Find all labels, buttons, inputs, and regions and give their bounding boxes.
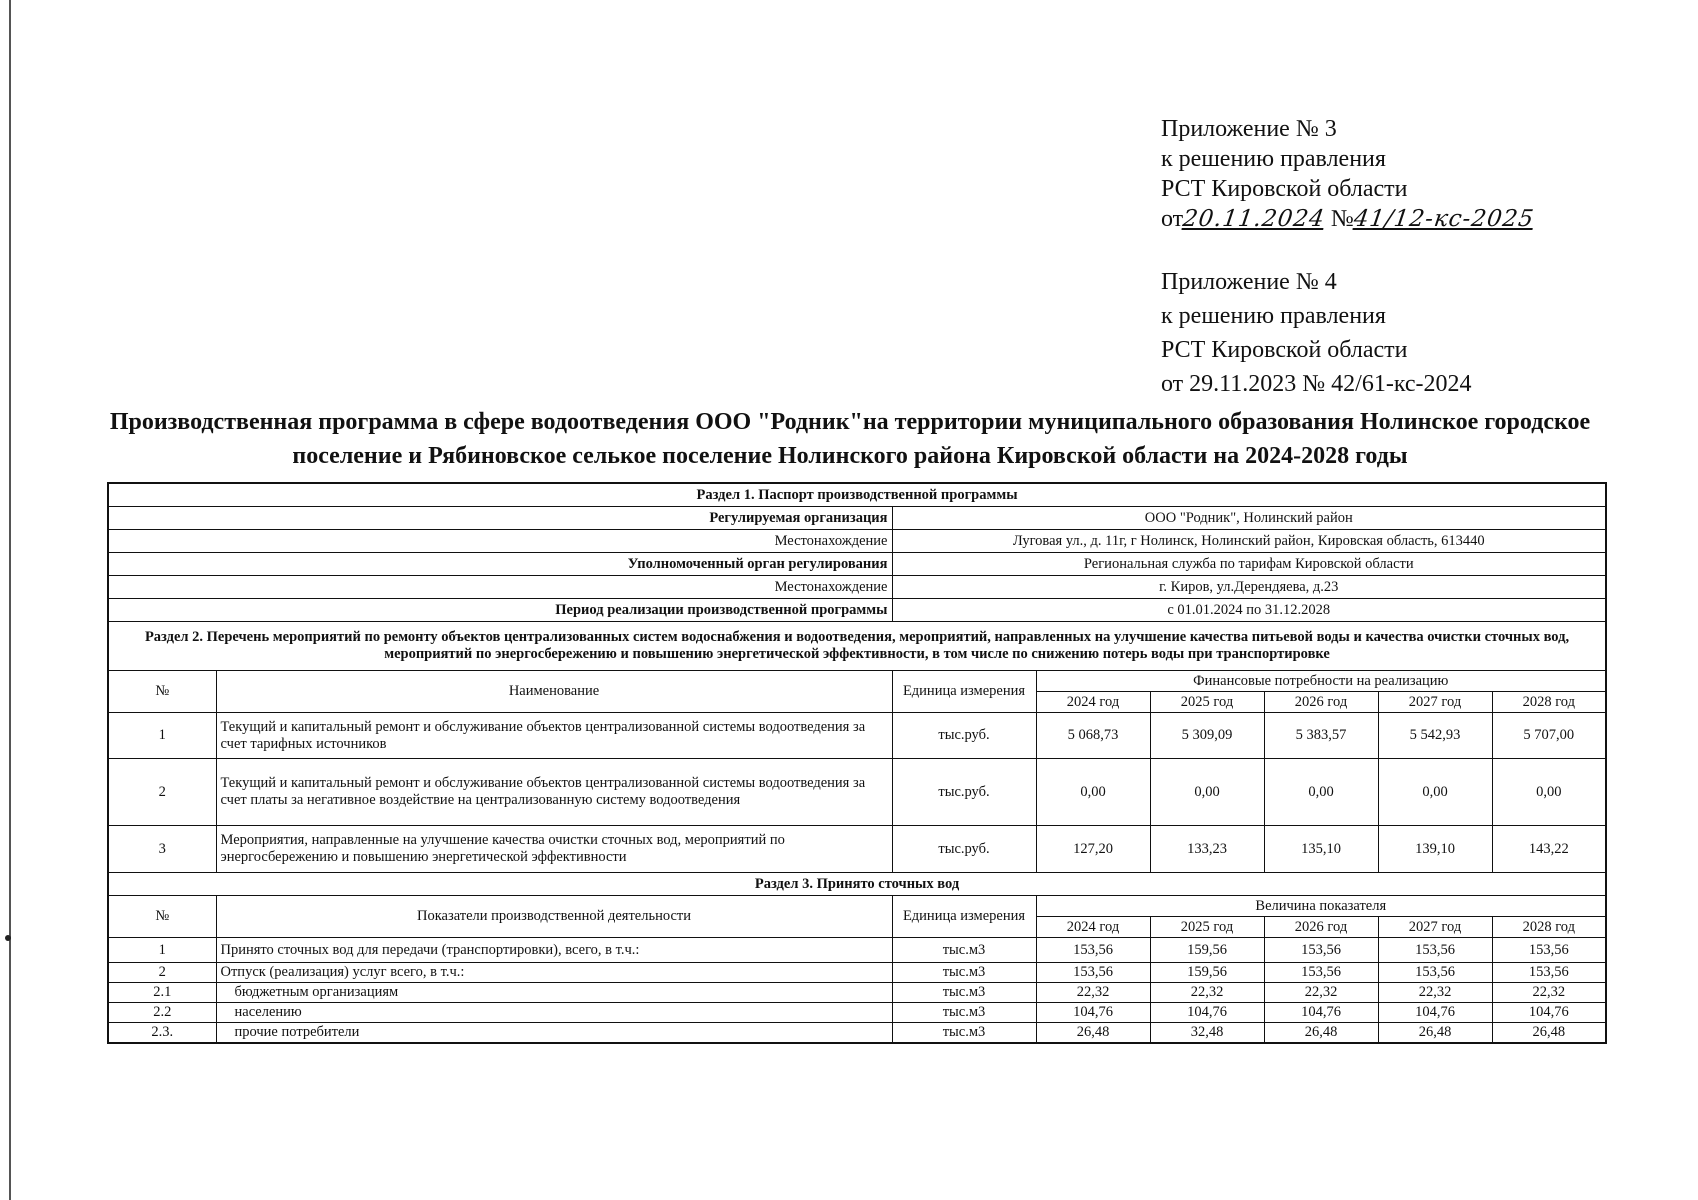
- row-name: Текущий и капитальный ремонт и обслуживание объектов централизованной системы водоотведения за счет тарифных источников: [216, 713, 892, 759]
- row-value: 104,76: [1378, 1003, 1492, 1023]
- row-name: Текущий и капитальный ремонт и обслуживание объектов централизованной системы водоотведения за счет платы за негативное воздействие на централизованную систему водоотведения: [216, 759, 892, 826]
- row-value: 0,00: [1378, 759, 1492, 826]
- row-number: 1: [108, 713, 216, 759]
- row-unit: тыс.м3: [892, 963, 1036, 983]
- year-header: 2026 год: [1264, 917, 1378, 938]
- section-3-heading-row: [108, 873, 1606, 896]
- row-value: 26,48: [1264, 1023, 1378, 1044]
- passport-value: Луговая ул., д. 11г, г Нолинск, Нолинский район, Кировская область, 613440: [892, 530, 1606, 553]
- row-value: 153,56: [1264, 963, 1378, 983]
- year-header: 2025 год: [1150, 917, 1264, 938]
- column-header-indicator: Показатели производственной деятельности: [216, 896, 892, 938]
- row-value: 104,76: [1150, 1003, 1264, 1023]
- year-header: 2024 год: [1036, 917, 1150, 938]
- row-value: 104,76: [1036, 1003, 1150, 1023]
- section-2-heading-row: [108, 622, 1606, 671]
- section-2-header-row: [108, 671, 1606, 692]
- row-number: 2: [108, 759, 216, 826]
- column-header-number: №: [108, 896, 216, 938]
- table-row: [108, 759, 1606, 826]
- passport-row: [108, 530, 1606, 553]
- row-unit: тыс.руб.: [892, 826, 1036, 873]
- year-header: 2028 год: [1492, 917, 1606, 938]
- section-1-heading: Раздел 1. Паспорт производственной программы: [108, 483, 1606, 507]
- table-row: [108, 713, 1606, 759]
- row-value: 153,56: [1036, 963, 1150, 983]
- row-unit: тыс.руб.: [892, 713, 1036, 759]
- passport-row: [108, 507, 1606, 530]
- row-value: 153,56: [1264, 938, 1378, 963]
- row-name: прочие потребители: [216, 1023, 892, 1044]
- appendix-3-handwritten-date: 20.11.2024: [1181, 206, 1327, 232]
- appendix-3-authority: РСТ Кировской области: [1161, 176, 1408, 202]
- row-unit: тыс.м3: [892, 1023, 1036, 1044]
- appendix-4-date-number: от 29.11.2023 № 42/61-кс-2024: [1161, 371, 1472, 397]
- year-header: 2026 год: [1264, 692, 1378, 713]
- row-value: 22,32: [1036, 983, 1150, 1003]
- row-value: 5 383,57: [1264, 713, 1378, 759]
- table-row: [108, 1003, 1606, 1023]
- appendix-3-header: [1161, 114, 1621, 234]
- appendix-3-title: Приложение № 3: [1161, 116, 1337, 142]
- row-value: 159,56: [1150, 963, 1264, 983]
- passport-row: [108, 599, 1606, 622]
- table-body: [108, 483, 1606, 1043]
- passport-label: Местонахождение: [108, 530, 892, 553]
- year-header: 2027 год: [1378, 917, 1492, 938]
- row-value: 153,56: [1492, 938, 1606, 963]
- appendix-3-date-line: [1161, 204, 1621, 234]
- document-title: Производственная программа в сфере водоотведения ООО "Родник"на территории муниципального образования Нолинское городское поселение и Рябиновское селькое поселение Нолинского района Кировской области на 2024-2028 годы: [109, 409, 1591, 469]
- row-value: 153,56: [1378, 938, 1492, 963]
- row-name: Принято сточных вод для передачи (транспортировки), всего, в т.ч.:: [216, 938, 892, 963]
- passport-row: [108, 576, 1606, 599]
- row-value: 135,10: [1264, 826, 1378, 873]
- year-header: 2025 год: [1150, 692, 1264, 713]
- passport-value: Региональная служба по тарифам Кировской области: [892, 553, 1606, 576]
- section-3-header-row: [108, 896, 1606, 917]
- row-value: 22,32: [1378, 983, 1492, 1003]
- table-row: [108, 983, 1606, 1003]
- row-number: 1: [108, 938, 216, 963]
- row-value: 26,48: [1378, 1023, 1492, 1044]
- appendix-3-date-prefix: от: [1161, 206, 1184, 232]
- appendix-4-decision: к решению правления: [1161, 303, 1386, 329]
- row-value: 5 707,00: [1492, 713, 1606, 759]
- row-value: 127,20: [1036, 826, 1150, 873]
- row-name: Отпуск (реализация) услуг всего, в т.ч.:: [216, 963, 892, 983]
- row-value: 5 542,93: [1378, 713, 1492, 759]
- row-number: 2.2: [108, 1003, 216, 1023]
- passport-value: с 01.01.2024 по 31.12.2028: [892, 599, 1606, 622]
- appendix-4-title: Приложение № 4: [1161, 269, 1337, 295]
- passport-label: Период реализации производственной программы: [108, 599, 892, 622]
- passport-label: Регулируемая организация: [108, 507, 892, 530]
- row-value: 104,76: [1264, 1003, 1378, 1023]
- row-value: 26,48: [1036, 1023, 1150, 1044]
- passport-label: Уполномоченный орган регулирования: [108, 553, 892, 576]
- row-value: 104,76: [1492, 1003, 1606, 1023]
- row-value: 0,00: [1036, 759, 1150, 826]
- row-value: 22,32: [1150, 983, 1264, 1003]
- row-value: 153,56: [1492, 963, 1606, 983]
- row-value: 5 309,09: [1150, 713, 1264, 759]
- row-number: 2.3.: [108, 1023, 216, 1044]
- section-3-heading: Раздел 3. Принято сточных вод: [108, 873, 1606, 896]
- row-value: 26,48: [1492, 1023, 1606, 1044]
- row-value: 0,00: [1264, 759, 1378, 826]
- table-row: [108, 826, 1606, 873]
- passport-value: г. Киров, ул.Дерендяева, д.23: [892, 576, 1606, 599]
- row-number: 2: [108, 963, 216, 983]
- year-header: 2028 год: [1492, 692, 1606, 713]
- table-row: [108, 963, 1606, 983]
- appendix-4-header: [1161, 265, 1621, 401]
- row-value: 153,56: [1036, 938, 1150, 963]
- row-unit: тыс.м3: [892, 938, 1036, 963]
- table-row: [108, 938, 1606, 963]
- row-name: бюджетным организациям: [216, 983, 892, 1003]
- row-value: 153,56: [1378, 963, 1492, 983]
- row-value: 143,22: [1492, 826, 1606, 873]
- row-name: Мероприятия, направленные на улучшение качества очистки сточных вод, мероприятий по энергосбережению и повышению энергетической эффективности: [216, 826, 892, 873]
- year-header: 2024 год: [1036, 692, 1150, 713]
- row-value: 5 068,73: [1036, 713, 1150, 759]
- row-number: 3: [108, 826, 216, 873]
- table-row: [108, 1023, 1606, 1044]
- row-number: 2.1: [108, 983, 216, 1003]
- binding-margin-line: [9, 0, 11, 1200]
- column-header-group: Величина показателя: [1036, 896, 1606, 917]
- row-unit: тыс.м3: [892, 983, 1036, 1003]
- year-header: 2027 год: [1378, 692, 1492, 713]
- row-value: 22,32: [1264, 983, 1378, 1003]
- production-program-table: [107, 482, 1607, 1044]
- row-unit: тыс.руб.: [892, 759, 1036, 826]
- row-value: 32,48: [1150, 1023, 1264, 1044]
- row-value: 0,00: [1492, 759, 1606, 826]
- column-header-unit: Единица измерения: [892, 896, 1036, 938]
- appendix-3-handwritten-number: 41/12-кс-2025: [1351, 206, 1536, 232]
- appendix-3-number-prefix: №: [1330, 206, 1354, 232]
- row-value: 22,32: [1492, 983, 1606, 1003]
- margin-mark: [5, 935, 11, 941]
- row-value: 0,00: [1150, 759, 1264, 826]
- row-value: 133,23: [1150, 826, 1264, 873]
- passport-label: Местонахождение: [108, 576, 892, 599]
- row-name: населению: [216, 1003, 892, 1023]
- appendix-4-authority: РСТ Кировской области: [1161, 337, 1408, 363]
- column-header-group: Финансовые потребности на реализацию: [1036, 671, 1606, 692]
- section-2-heading: Раздел 2. Перечень мероприятий по ремонту объектов централизованных систем водоснабжения и водоотведения, мероприятий, направленных на улучшение качества питьевой воды и качества очистки сточных вод, мероприятий по энергосбережению и повышению энергетической эффективности, в том числе по снижению потерь воды при транспортировке: [108, 622, 1606, 671]
- passport-row: [108, 553, 1606, 576]
- appendix-3-decision: к решению правления: [1161, 146, 1386, 172]
- row-unit: тыс.м3: [892, 1003, 1036, 1023]
- column-header-number: №: [108, 671, 216, 713]
- row-value: 159,56: [1150, 938, 1264, 963]
- passport-value: ООО "Родник", Нолинский район: [892, 507, 1606, 530]
- section-1-heading-row: [108, 483, 1606, 507]
- column-header-name: Наименование: [216, 671, 892, 713]
- column-header-unit: Единица измерения: [892, 671, 1036, 713]
- row-value: 139,10: [1378, 826, 1492, 873]
